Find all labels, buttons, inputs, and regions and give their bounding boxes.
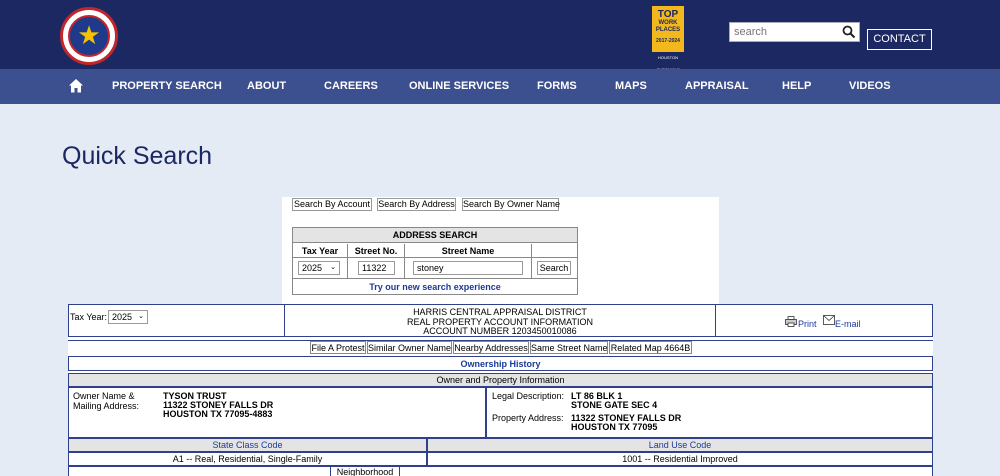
district-name: HARRIS CENTRAL APPRAISAL DISTRICT [413, 307, 587, 317]
legal-description-line2: STONE GATE SEC 4 [571, 400, 658, 410]
account-info-title: REAL PROPERTY ACCOUNT INFORMATION [406, 317, 594, 327]
similar-owner-name-link[interactable]: Similar Owner Name [368, 343, 452, 353]
nav-careers[interactable]: CAREERS [324, 80, 378, 92]
site-search-input[interactable] [730, 23, 840, 41]
owner-name: TYSON TRUST [163, 391, 227, 401]
contact-button[interactable]: CONTACT [867, 29, 932, 50]
badge-line3: 2017-2024 [656, 38, 680, 44]
street-name-input[interactable]: stoney [413, 261, 523, 275]
owner-info-section-title: Owner and Property Information [436, 375, 565, 385]
hcad-seal-logo[interactable] [60, 7, 118, 65]
same-street-name-link[interactable]: Same Street Name [531, 343, 608, 353]
col-street-no: Street No. [348, 244, 405, 258]
property-address-label: Property Address: [492, 413, 564, 423]
nav-maps[interactable]: MAPS [615, 80, 647, 92]
tax-year-select[interactable] [298, 261, 340, 275]
col-tax-year: Tax Year [293, 244, 348, 258]
cell-street-name [405, 258, 532, 279]
page-title: Quick Search [62, 142, 213, 170]
printer-icon[interactable] [785, 316, 797, 327]
new-search-experience-link[interactable]: Try our new search experience [369, 282, 501, 292]
valuation-header-row [68, 466, 933, 476]
nav-help[interactable]: HELP [782, 80, 812, 92]
cell-search [532, 258, 577, 279]
address-search-button[interactable]: Search [537, 261, 571, 275]
badge-line1: TOP [657, 9, 679, 20]
account-report [68, 304, 933, 476]
report-tax-year-value: 2025 [112, 312, 133, 322]
chevron-down-icon: ⌄ [138, 313, 144, 320]
nearby-addresses-link[interactable]: Nearby Addresses [454, 343, 528, 353]
report-tax-year-select[interactable] [108, 310, 148, 324]
owner-label-line1: Owner Name & [73, 391, 135, 401]
nav-forms[interactable]: FORMS [537, 80, 577, 92]
email-icon[interactable] [823, 315, 835, 325]
seal-center [68, 15, 110, 57]
ownership-history-link[interactable]: Ownership History [460, 359, 541, 369]
owner-label-line2: Mailing Address: [73, 401, 140, 411]
property-address-line2: HOUSTON TX 77095 [571, 422, 658, 432]
cell-tax-year [293, 258, 348, 279]
chevron-down-icon: ⌄ [330, 264, 336, 271]
tax-year-value: 2025 [302, 263, 323, 273]
main-nav [0, 69, 1000, 104]
tab-search-by-address[interactable]: Search By Address [378, 199, 455, 209]
badge-footer: HOUSTON [652, 52, 684, 64]
owner-mailing-street: 11322 STONEY FALLS DR [163, 400, 274, 410]
nav-property-search[interactable]: PROPERTY SEARCH [112, 80, 222, 92]
site-header [0, 0, 1000, 69]
cell-street-no [348, 258, 405, 279]
top-workplaces-badge [652, 6, 684, 64]
nav-appraisal[interactable]: APPRAISAL [685, 80, 749, 92]
state-class-code-value: A1 -- Real, Residential, Single-Family [172, 454, 323, 464]
land-use-code-label: Land Use Code [648, 440, 712, 450]
nav-about[interactable]: ABOUT [247, 80, 287, 92]
print-link[interactable]: Print [798, 319, 817, 329]
neighborhood-column-header: Neighborhood [336, 467, 394, 476]
badge-line2: WORK PLACES [655, 20, 681, 33]
tab-search-by-account[interactable]: Search By Account [293, 199, 371, 209]
nav-videos[interactable]: VIDEOS [849, 80, 891, 92]
quick-search-panel [282, 197, 719, 304]
col-street-name: Street Name [405, 244, 532, 258]
property-address-line1: 11322 STONEY FALLS DR [571, 413, 682, 423]
nav-online-services[interactable]: ONLINE SERVICES [409, 80, 510, 92]
site-search [729, 22, 860, 42]
street-no-input[interactable]: 11322 [358, 261, 395, 275]
owner-mailing-city: HOUSTON TX 77095-4883 [163, 409, 273, 419]
legal-description-line1: LT 86 BLK 1 [571, 391, 623, 401]
home-icon[interactable] [68, 78, 84, 94]
address-search-heading: ADDRESS SEARCH [293, 228, 577, 243]
address-search-box [292, 227, 578, 295]
legal-description-label: Legal Description: [492, 391, 565, 401]
tax-year-label: Tax Year: [70, 312, 108, 322]
state-class-code-label: State Class Code [212, 440, 283, 450]
star-icon: ★ [77, 21, 101, 51]
col-empty [532, 244, 577, 258]
search-icon[interactable] [842, 25, 856, 39]
email-link[interactable]: E-mail [835, 319, 861, 329]
account-number: ACCOUNT NUMBER 1203450010086 [423, 326, 577, 336]
related-map-link[interactable]: Related Map 4664B [610, 343, 691, 353]
tab-search-by-owner-name[interactable]: Search By Owner Name [463, 199, 561, 209]
file-a-protest-link[interactable]: File A Protest [311, 343, 365, 353]
land-use-code-value: 1001 -- Residential Improved [622, 454, 738, 464]
